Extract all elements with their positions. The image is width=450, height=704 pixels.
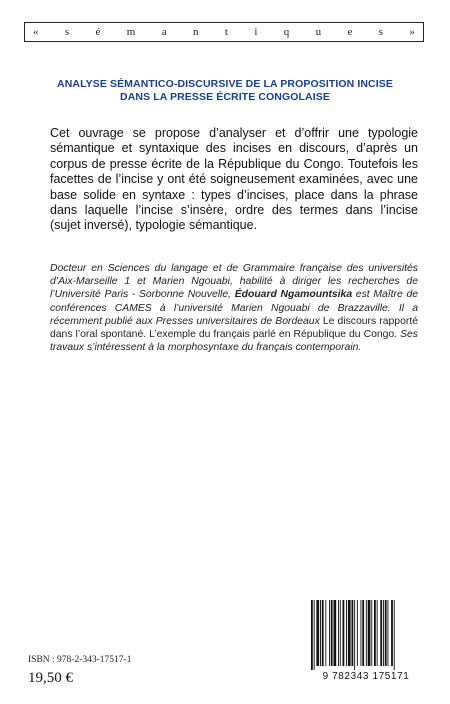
series-banner bbox=[24, 22, 424, 42]
isbn-label: ISBN : 978-2-343-17517-1 bbox=[28, 655, 132, 665]
barcode-bar bbox=[366, 600, 367, 666]
book-title-line: DANS LA PRESSE ÉCRITE CONGOLAISE bbox=[120, 91, 330, 103]
barcode-bar bbox=[371, 600, 372, 666]
series-open-quote: « bbox=[33, 26, 39, 38]
barcode-bar bbox=[340, 600, 341, 666]
series-letter: s bbox=[378, 26, 384, 38]
barcode-bar bbox=[388, 600, 389, 666]
barcode-bar bbox=[329, 600, 330, 666]
series-letter: t bbox=[224, 26, 228, 38]
series-letter: e bbox=[347, 26, 353, 38]
barcode-bar bbox=[334, 600, 337, 666]
barcode-icon bbox=[307, 600, 425, 682]
barcode-bar bbox=[361, 600, 362, 666]
series-letter: m bbox=[126, 26, 136, 38]
price-label: 19,50 € bbox=[28, 670, 73, 686]
bio-text: est Maître de conférences CAMES à l’université Marien Ngouabi de Brazzaville. Il a récemment publié aux Presses universitaires de Bordeaux bbox=[50, 289, 419, 327]
author-bio bbox=[50, 262, 418, 354]
barcode-bar bbox=[380, 600, 382, 666]
barcode-bar bbox=[374, 600, 376, 666]
series-letter: i bbox=[254, 26, 258, 38]
barcode-bar bbox=[346, 600, 347, 666]
barcode-bar bbox=[316, 600, 319, 666]
barcode-bar bbox=[343, 600, 345, 666]
barcode-bar bbox=[352, 600, 354, 666]
series-letter: n bbox=[193, 26, 199, 38]
series-letter: s bbox=[64, 26, 70, 38]
series-letter: u bbox=[315, 26, 322, 38]
barcode-bar bbox=[362, 600, 364, 666]
barcode-bar bbox=[320, 600, 321, 666]
barcode-bar bbox=[311, 600, 313, 670]
barcode-bar bbox=[314, 600, 315, 670]
barcode-bar bbox=[383, 600, 384, 666]
book-abstract: Cet ouvrage se propose d’analyser et d’offrir une typologie sémantique et syntaxique des incises en discours, d’après un corpus de presse écrite de la République du Congo. Toutefois les facettes de l’incise y ont été soigneusement examinées, avec une base solide en syntaxe : types d’incises, place dans la phrase dans laquelle l’incise s’insère, ordre des termes dans l’incise (sujet inversé), typologie sémantique. bbox=[50, 126, 418, 233]
barcode-bar bbox=[394, 600, 395, 670]
bio-text: . Ses travaux s’intéressent à la morphosyntaxe du français contemporain. bbox=[50, 329, 419, 354]
barcode-bar bbox=[357, 600, 358, 666]
cited-book-title: Le discours rapporté dans l’oral spontané. L’exemple du français parlé en République du Congo bbox=[50, 315, 418, 341]
barcode-bar bbox=[385, 600, 387, 666]
series-letter: a bbox=[161, 26, 167, 38]
series-letter: q bbox=[283, 26, 290, 38]
barcode-bar bbox=[368, 600, 371, 666]
barcode-bar bbox=[348, 600, 351, 666]
book-title bbox=[0, 78, 450, 104]
barcode-bar bbox=[391, 600, 393, 666]
series-letter: é bbox=[95, 26, 101, 38]
barcode-bar bbox=[338, 600, 339, 666]
barcode-bar bbox=[322, 600, 324, 666]
barcode-bar bbox=[325, 600, 326, 666]
series-close-quote: » bbox=[409, 26, 415, 38]
bio-text: Docteur en Sciences du langage et de Grammaire française des universités d’Aix-Marseille 1 et Marien Ngouabi, habilité à diriger les recherches de l’Université Paris - Sorbonne Nouvelle, bbox=[50, 263, 418, 301]
book-title-line: ANALYSE SÉMANTICO-DISCURSIVE DE LA PROPOSITION INCISE bbox=[57, 78, 393, 90]
barcode-bar bbox=[354, 600, 355, 670]
barcode-bar bbox=[331, 600, 333, 666]
barcode-digits: 9 782343 175171 bbox=[322, 671, 410, 682]
author-name: Édouard Ngamountsika bbox=[234, 289, 353, 301]
barcode-bar bbox=[377, 600, 378, 666]
